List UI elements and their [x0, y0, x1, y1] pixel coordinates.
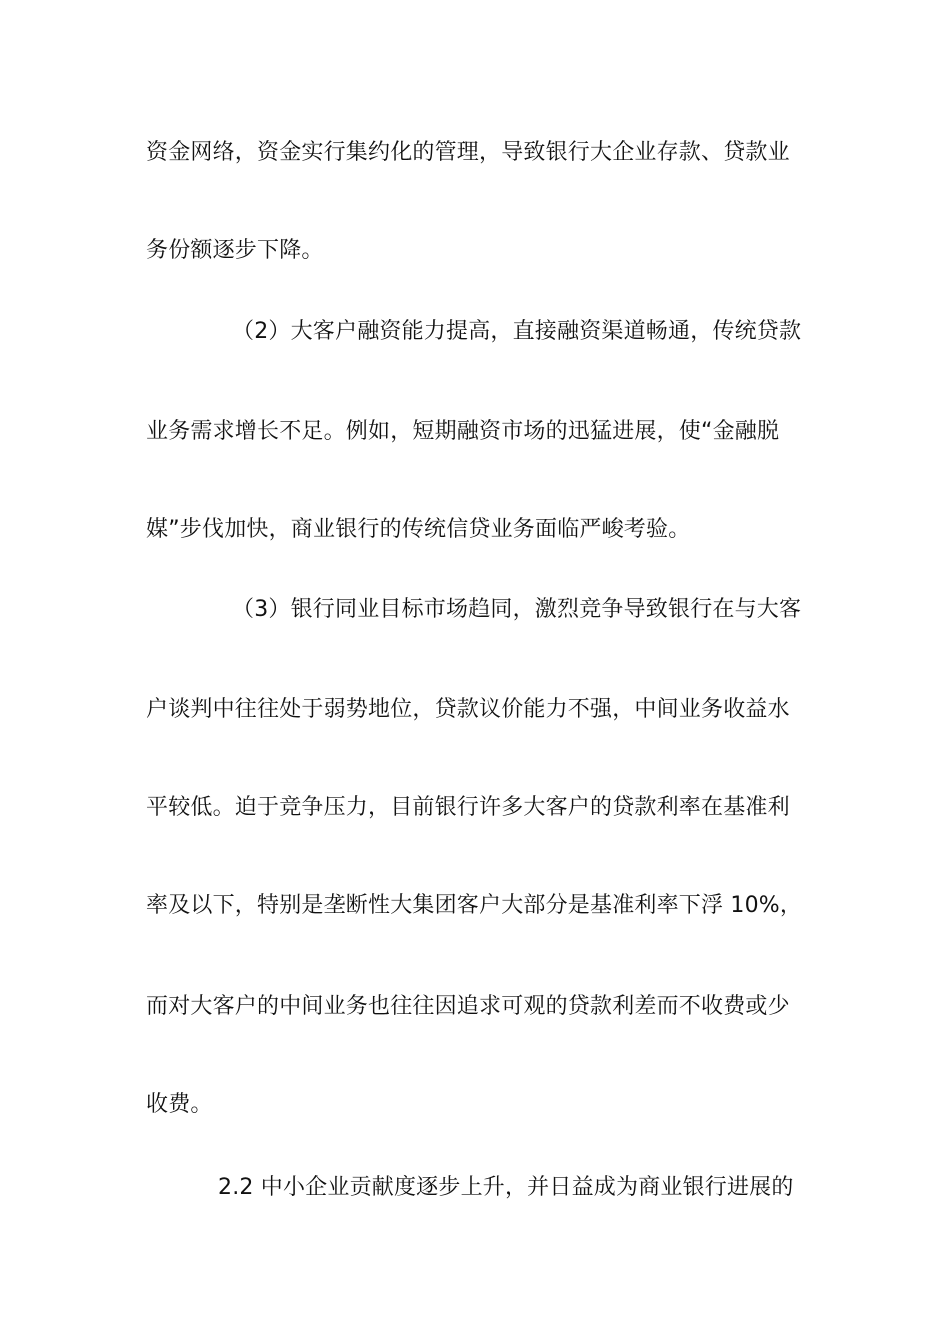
text-line-7: 户谈判中往往处于弱势地位，贷款议价能力不强，中间业务收益水: [146, 697, 790, 722]
text-line-5: 媒”步伐加快，商业银行的传统信贷业务面临严峻考验。: [146, 517, 691, 542]
text-line-2: 务份额逐步下降。: [146, 238, 324, 263]
text-line-12: 2.2 中小企业贡献度逐步上升，并日益成为商业银行进展的: [218, 1175, 794, 1200]
text-line-11: 收费。: [146, 1092, 213, 1117]
text-line-9: 率及以下，特别是垄断性大集团客户大部分是基准利率下浮 10%，: [146, 893, 803, 918]
text-line-6: （3）银行同业目标市场趋同，激烈竞争导致银行在与大客: [232, 597, 802, 622]
text-line-1: 资金网络，资金实行集约化的管理，导致银行大企业存款、贷款业: [146, 140, 790, 165]
text-line-3: （2）大客户融资能力提高，直接融资渠道畅通，传统贷款: [232, 319, 802, 344]
text-line-4: 业务需求增长不足。例如，短期融资市场的迅猛进展，使“金融脱: [146, 419, 780, 444]
text-line-8: 平较低。迫于竞争压力，目前银行许多大客户的贷款利率在基准利: [146, 795, 790, 820]
text-line-10: 而对大客户的中间业务也往往因追求可观的贷款利差而不收费或少: [146, 994, 790, 1019]
